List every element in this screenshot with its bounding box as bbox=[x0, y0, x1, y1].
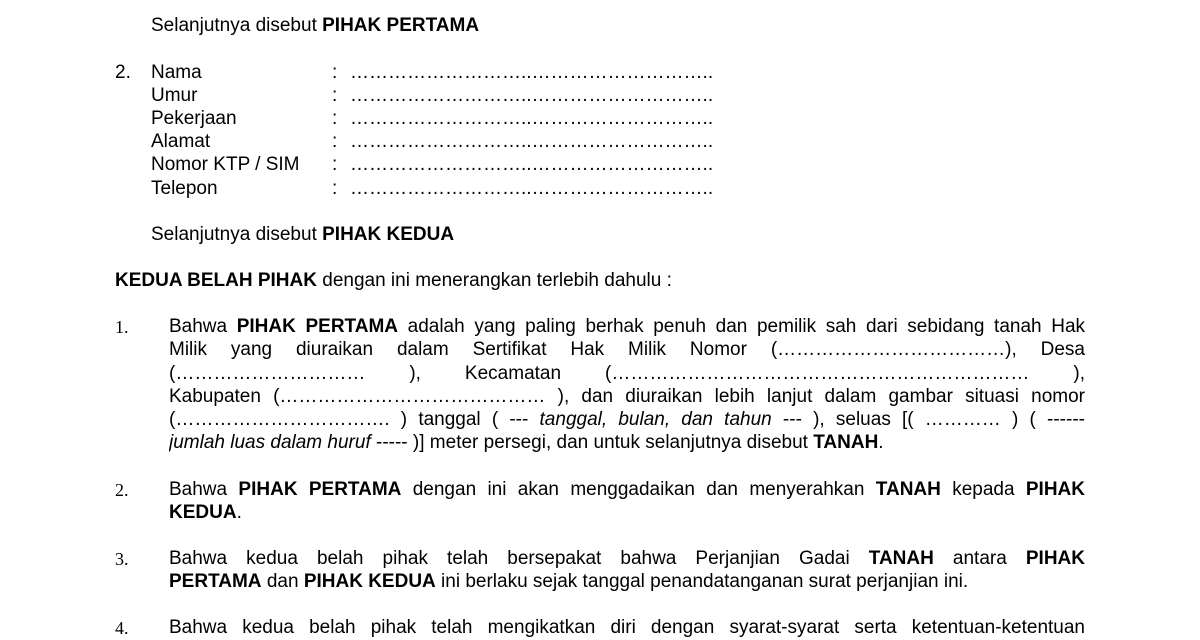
bold-run: PIHAK PERTAMA bbox=[236, 316, 399, 337]
intro-first-prefix: Selanjutnya disebut bbox=[151, 15, 323, 36]
item-number: 2. bbox=[115, 480, 129, 500]
intro-second-prefix: Selanjutnya disebut bbox=[151, 224, 323, 245]
item-number: 4. bbox=[115, 618, 129, 638]
intro-second-party bbox=[151, 223, 454, 246]
bold-run: PIHAK PERTAMA bbox=[238, 479, 402, 500]
field-value-nama: ………………………..……………………….. bbox=[350, 62, 714, 83]
bold-run: TANAH bbox=[868, 548, 934, 569]
bold-run: TANAH bbox=[875, 479, 941, 500]
statement-rest: dengan ini menerangkan terlebih dahulu : bbox=[316, 270, 672, 291]
text-run: Bahwa bbox=[169, 479, 239, 500]
field-label-alamat: Alamat bbox=[151, 131, 211, 152]
text-run: . bbox=[236, 502, 242, 524]
italic-run: jumlah luas dalam huruf bbox=[169, 432, 371, 454]
bold-run: PIHAK bbox=[1025, 548, 1085, 569]
intro-first-bold: PIHAK PERTAMA bbox=[322, 15, 480, 36]
bold-run: PERTAMA bbox=[169, 571, 262, 593]
text-run: adalah yang paling berhak penuh dan pemilik sah dari sebidang tanah Hak bbox=[398, 316, 1085, 337]
intro-first-party bbox=[151, 14, 479, 37]
field-value-alamat: ………………………..……………………….. bbox=[350, 131, 714, 152]
field-colon: : bbox=[332, 108, 338, 129]
text-run: dan bbox=[261, 571, 304, 593]
item-number: 1. bbox=[115, 317, 129, 337]
text-run: kepada bbox=[940, 479, 1026, 500]
bold-run: PIHAK bbox=[1025, 479, 1085, 500]
item-1-paragraph bbox=[169, 315, 1085, 455]
statement-bold: KEDUA BELAH PIHAK bbox=[115, 270, 317, 291]
party-two-number: 2. bbox=[115, 62, 131, 83]
bold-run: KEDUA bbox=[169, 502, 237, 524]
text-run: ----- )] meter persegi, dan untuk selanjutnya disebut bbox=[370, 432, 814, 454]
text-line: Bahwa kedua belah pihak telah mengikatkan diri dengan syarat-syarat serta ketentuan-ketentuan bbox=[169, 617, 1085, 638]
bold-run: TANAH bbox=[813, 432, 879, 454]
field-label-ktp-sim: Nomor KTP / SIM bbox=[151, 154, 300, 175]
field-colon: : bbox=[332, 178, 338, 199]
item-2-paragraph bbox=[169, 478, 1085, 525]
field-label-nama: Nama bbox=[151, 62, 202, 83]
text-run: Bahwa bbox=[169, 316, 237, 337]
text-run: dengan ini akan menggadaikan dan menyerahkan bbox=[401, 479, 876, 500]
field-value-ktp-sim: ………………………..……………………….. bbox=[350, 154, 714, 175]
text-run: antara bbox=[933, 548, 1026, 569]
text-run: . bbox=[878, 432, 884, 454]
text-run: (……………………………. ) tanggal ( --- bbox=[169, 409, 540, 431]
field-value-umur: ………………………..……………………….. bbox=[350, 85, 714, 106]
field-label-telepon: Telepon bbox=[151, 178, 218, 199]
item-4-paragraph bbox=[169, 616, 1085, 639]
statement bbox=[115, 269, 672, 292]
field-colon: : bbox=[332, 85, 338, 106]
item-number: 3. bbox=[115, 549, 129, 569]
text-run: --- ), seluas [( ………… ) ( ------ bbox=[771, 409, 1085, 431]
field-label-pekerjaan: Pekerjaan bbox=[151, 108, 237, 129]
text-run: Bahwa kedua belah pihak telah bersepakat bahwa Perjanjian Gadai bbox=[169, 548, 869, 569]
field-colon: : bbox=[332, 131, 338, 152]
bold-run: PIHAK KEDUA bbox=[303, 571, 436, 593]
item-3-paragraph bbox=[169, 547, 1085, 594]
field-value-telepon: ………………………..……………………….. bbox=[350, 178, 714, 199]
italic-run: tanggal, bulan, dan tahun bbox=[539, 409, 772, 431]
text-run: ini berlaku sejak tanggal penandatanganan surat perjanjian ini. bbox=[435, 571, 969, 593]
field-colon: : bbox=[332, 154, 338, 175]
field-colon: : bbox=[332, 62, 338, 83]
intro-second-bold: PIHAK KEDUA bbox=[322, 224, 455, 245]
field-value-pekerjaan: ………………………..……………………….. bbox=[350, 108, 714, 129]
field-label-umur: Umur bbox=[151, 85, 198, 106]
text-line: (………………………… ), Kecamatan (………………………………………………………… ), bbox=[169, 362, 1085, 384]
text-line: Milik yang diuraikan dalam Sertifikat Hak Milik Nomor (………………………………), Desa bbox=[169, 339, 1085, 361]
text-line: Kabupaten (…………………………………… ), dan diuraikan lebih lanjut dalam gambar situasi nomor bbox=[169, 385, 1085, 407]
